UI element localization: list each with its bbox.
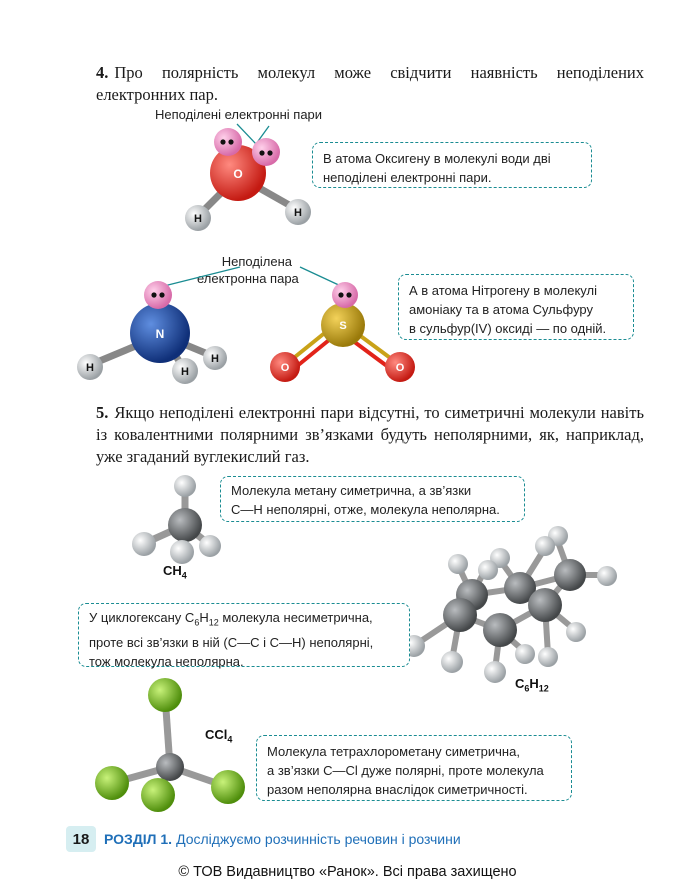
callout-line: А в атома Нітрогену в молекулі [409,283,597,298]
hydrogen-atom-label: H [86,362,94,374]
label-line: електронна пара [197,271,299,286]
section-label: РОЗДІЛ 1. [104,831,173,847]
page-footer [66,826,461,852]
sulfur-atom-label: S [339,320,347,332]
cyclohexane-callout [78,603,410,667]
oxygen-atom-label: O [395,362,405,374]
cyclohexane-molecule [400,520,625,695]
paragraph-text: Якщо неподілені електронні пари відсутні, то симетричні молекули навіть із ковалентними полярними зв’язками будуть неполярними, як, наприклад, уже згаданий вуглекислий газ. [96,403,644,466]
section-title: Досліджуємо розчинність речовин і розчини [176,831,461,847]
tetrachloromethane-molecule [90,675,250,815]
ccl4-formula: CCl$_4$ [205,727,233,745]
methane-formula: $CH_4$ [163,563,187,581]
callout-line: проте всі зв’язки в ній (C—C і C—H) неполярні, [89,634,374,650]
hydrogen-atom-label: H [194,213,202,225]
callout-text: В атома Оксигену в молекулі води дві неподілені електронні пари. [323,151,551,185]
water-molecule [170,118,330,243]
callout-line: Молекула метану симетрична, а зв’язки [231,483,472,498]
callout-line: У циклогексану $C_6H_{12}$ молекула несиметрична, [89,610,373,628]
ccl4-callout [256,735,572,801]
label-line: Неподілена [221,254,293,269]
paragraph-item-5 [96,402,644,468]
methane-molecule [125,470,225,565]
callout-line: С—Н неполярні, отже, молекула неполярна. [231,502,500,517]
hydrogen-atom-label: H [294,207,302,219]
hydrogen-atom-label: H [181,366,189,378]
callout-line: разом неполярна внаслідок симетричності. [267,782,528,797]
lone-pairs-label: Неподілені електронні пари [155,107,323,122]
paragraph-item-4 [96,62,644,106]
callout-line: амоніаку та в атома Сульфуру [409,302,594,317]
cyclohexane-formula: $C_6H_{12}$ [515,676,549,694]
callout-line: а зв’язки C—Cl дуже полярні, проте молекула [267,763,544,778]
ammonia-callout [398,274,634,340]
nitrogen-atom-label: N [155,327,165,341]
water-callout [312,142,592,188]
item-number: 5. [96,403,109,422]
oxygen-atom-label: O [233,167,243,181]
ammonia-molecule [70,265,250,390]
methane-callout [220,476,525,522]
copyright-notice: © ТОВ Видавництво «Ранок». Всі права захищено [178,864,517,880]
page-number: 18 [66,826,96,852]
hydrogen-atom-label: H [211,353,219,365]
item-number: 4. [96,63,109,82]
paragraph-text: Про полярність молекул може свідчити наявність неподілених електронних пар. [96,63,644,104]
callout-line: в сульфур(IV) оксиді — по одній. [409,321,607,336]
oxygen-atom-label: O [280,362,290,374]
callout-line: тож молекула неполярна. [89,653,244,669]
callout-line: Молекула тетрахлорометану симетрична, [267,744,520,759]
